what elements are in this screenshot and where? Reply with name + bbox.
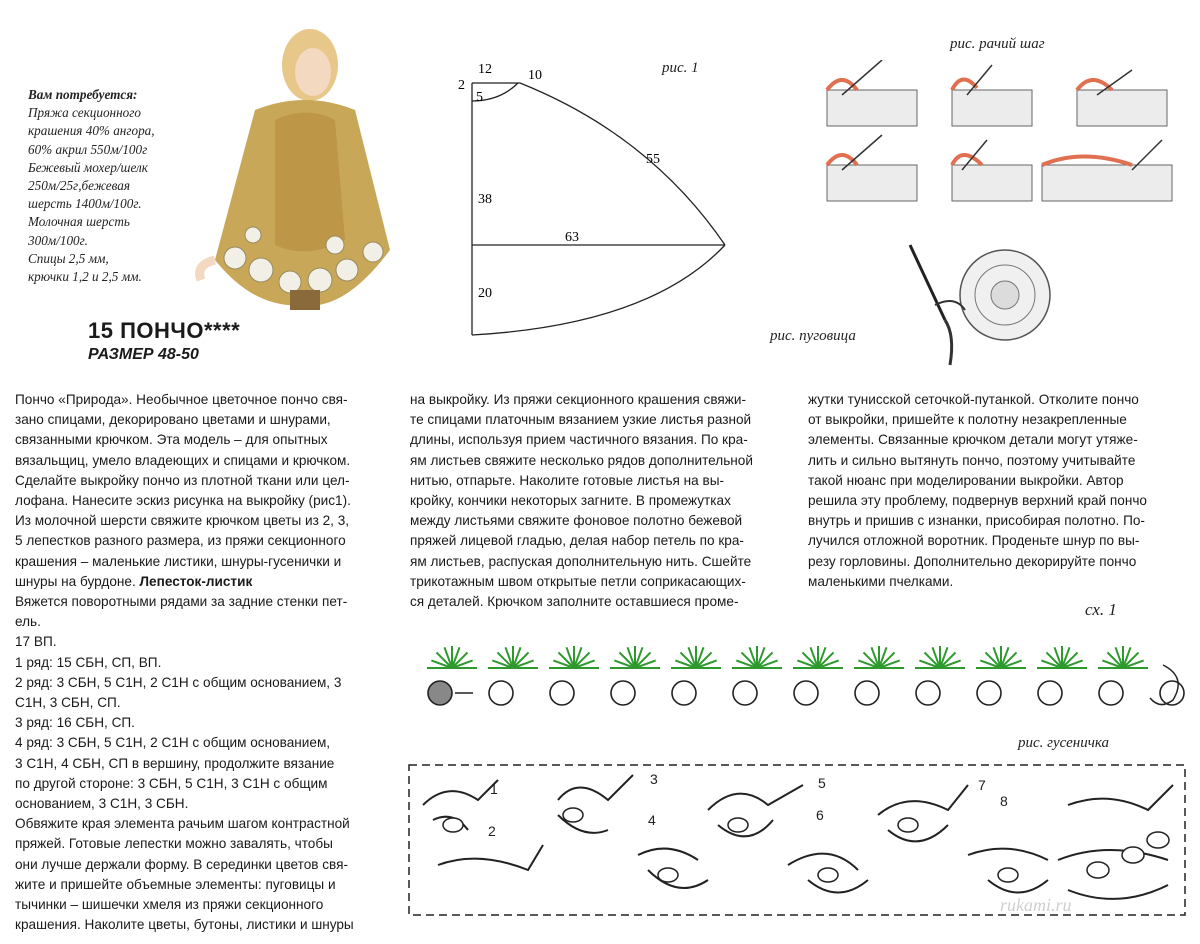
text-line: решила эту проблему, подвернув верхний край пончо bbox=[808, 493, 1147, 509]
fan-stitch bbox=[427, 646, 477, 668]
fan-stitch bbox=[793, 646, 843, 668]
text-line: ям листьев, распуская дополнительную нить. Сшейте bbox=[410, 553, 752, 569]
requirements-line: Спицы 2,5 мм, bbox=[28, 250, 109, 266]
text-line: связанными крючком. Эта модель – для опытных bbox=[15, 432, 328, 448]
dim-label: 12 bbox=[478, 62, 492, 77]
step-label: 5 bbox=[818, 775, 826, 791]
text-line: резу горловины. Дополнительно декорируйте пончо bbox=[808, 553, 1137, 569]
text-column-2 bbox=[410, 390, 790, 612]
text-line: маленькими пчелками. bbox=[808, 573, 954, 589]
fan-stitch bbox=[1098, 646, 1148, 668]
fan-stitch bbox=[976, 646, 1026, 668]
chain-stitch bbox=[916, 681, 940, 705]
dim-label: 55 bbox=[646, 152, 660, 167]
text-line: зано спицами, декорировано цветами и шнурами, bbox=[15, 412, 331, 428]
dim-label: 2 bbox=[458, 78, 465, 93]
step-label: 7 bbox=[978, 777, 986, 793]
text-line: внутрь и пришив с изнанки, присобирая полотно. По- bbox=[808, 513, 1145, 529]
requirements-line: Пряжа секционного bbox=[28, 105, 141, 121]
fan-stitch bbox=[671, 646, 721, 668]
text-line: трикотажным швом открытые петли соприкасающих- bbox=[410, 573, 746, 589]
dim-label: 10 bbox=[528, 68, 542, 83]
chain-stitch bbox=[672, 681, 696, 705]
dim-label: 38 bbox=[478, 192, 492, 207]
text-line: 4 ряд: 3 СБН, 5 С1Н, 2 С1Н с общим основанием, bbox=[15, 735, 331, 751]
chain-stitch bbox=[977, 681, 1001, 705]
requirements-line: крашения 40% ангора, bbox=[28, 123, 155, 139]
text-line bbox=[15, 572, 395, 592]
text-line: пряжей лицевой гладью, делая набор петель по кра- bbox=[410, 533, 744, 549]
step-label: 2 bbox=[488, 823, 496, 839]
size-label: РАЗМЕР 48-50 bbox=[88, 346, 199, 363]
text-line: 3 С1Н, 4 СБН, СП в вершину, продолжите вязание bbox=[15, 755, 335, 771]
text-line: Из молочной шерсти свяжите крючком цветы из 2, 3, bbox=[15, 513, 350, 529]
text-line: 2 ряд: 3 СБН, 5 С1Н, 2 С1Н с общим основанием, 3 bbox=[15, 674, 342, 690]
fan-stitch bbox=[488, 646, 538, 668]
fan-stitch bbox=[854, 646, 904, 668]
chain-stitch bbox=[428, 681, 452, 705]
step-label: 6 bbox=[816, 807, 824, 823]
step-label: 1 bbox=[490, 781, 498, 797]
text-line: по другой стороне: 3 СБН, 5 С1Н, 3 С1Н с общим bbox=[15, 775, 328, 791]
text-line: на выкройку. Из пряжи секционного крашения свяжи- bbox=[410, 392, 746, 407]
requirements-line: 60% акрил 550м/100г bbox=[28, 141, 148, 157]
text-line: вязальщиц, умело владеющих и спицами и крючком. bbox=[15, 452, 351, 468]
chain-stitch bbox=[733, 681, 757, 705]
fan-stitch bbox=[549, 646, 599, 668]
text-line: ся деталей. Крючком заполните оставшиеся проме- bbox=[410, 594, 739, 610]
dim-label: 20 bbox=[478, 286, 492, 301]
text-line: от выкройки, пришейте к полотну незакрепленные bbox=[808, 412, 1127, 428]
fan-stitch bbox=[915, 646, 965, 668]
text-line: они лучше держали форму. В серединки цветов свя- bbox=[15, 856, 349, 872]
text-line: элементы. Связанные крючком детали могут утяже- bbox=[808, 432, 1138, 448]
step-label: 4 bbox=[648, 812, 656, 828]
text-line: лучился отложной воротник. Проденьте шнур по вы- bbox=[808, 533, 1140, 549]
requirements-line: крючки 1,2 и 2,5 мм. bbox=[28, 269, 142, 285]
fan-stitch bbox=[1037, 646, 1087, 668]
title-block bbox=[88, 318, 240, 364]
petal-heading: Лепесток-листик bbox=[139, 573, 253, 589]
text-column-3 bbox=[808, 390, 1188, 592]
text-line: пряжей. Готовые лепестки можно завалять, чтобы bbox=[15, 836, 333, 852]
chain-stitch bbox=[1038, 681, 1062, 705]
crochet-scheme bbox=[415, 632, 1195, 712]
text-line: жите и пришейте объемные элементы: пуговицы и bbox=[15, 876, 336, 892]
requirements-line: шерсть 1400м/100г. bbox=[28, 196, 142, 212]
text-line: длины, используя прием частичного вязания. По кра- bbox=[410, 432, 748, 448]
text-line: Обвяжите края элемента рачьим шагом контрастной bbox=[15, 816, 350, 832]
step-label: 3 bbox=[650, 771, 658, 787]
text-line: 1 ряд: 15 СБН, СП, ВП. bbox=[15, 654, 162, 670]
chain-stitch bbox=[855, 681, 879, 705]
step-label: 8 bbox=[1000, 793, 1008, 809]
text-line: Пончо «Природа». Необычное цветочное пончо свя- bbox=[15, 392, 348, 407]
text-line: крашения. Наколите цветы, бутоны, листики и шнуры bbox=[15, 917, 354, 933]
watermark: rukami.ru bbox=[1000, 895, 1072, 915]
requirements-line: Бежевый мохер/шелк bbox=[28, 159, 148, 175]
requirements-block bbox=[28, 86, 203, 286]
text-line: ям листьев свяжите несколько рядов дополнительной bbox=[410, 452, 753, 468]
text-line: С1Н, 3 СБН, СП. bbox=[15, 695, 121, 711]
text-line: жутки тунисской сеточкой-путанкой. Отколите пончо bbox=[808, 392, 1139, 407]
model-photo bbox=[195, 20, 400, 310]
chain-stitch bbox=[1099, 681, 1123, 705]
caterpillar-caption: рис. гусеничка bbox=[1018, 735, 1110, 751]
fan-stitch bbox=[732, 646, 782, 668]
dim-label: 5 bbox=[476, 90, 483, 105]
text-line: те спицами платочным вязанием узкие листья разной bbox=[410, 412, 752, 428]
text-line: тычинки – шишечки хмеля из пряжи секционного bbox=[15, 897, 324, 913]
pattern-figure bbox=[450, 55, 740, 345]
text-line: между листьями свяжите фоновое полотно бежевой bbox=[410, 513, 743, 529]
text-line: 17 ВП. bbox=[15, 634, 57, 650]
text-line: Вяжется поворотными рядами за задние стенки пет- bbox=[15, 594, 348, 610]
text-line: кройку, кончики некоторых загните. В промежутках bbox=[410, 493, 731, 509]
requirements-line: 250м/25г,бежевая bbox=[28, 178, 130, 194]
page-title: 15 ПОНЧО**** bbox=[88, 318, 241, 343]
text-fragment: шнуры на бурдоне. bbox=[15, 573, 136, 589]
button-figure bbox=[895, 235, 1065, 370]
text-line: крашения – маленькие листики, шнуры-гусенички и bbox=[15, 553, 342, 569]
text-line: нитью, отпарьте. Наколите готовые листья на вы- bbox=[410, 472, 725, 488]
fan-stitch bbox=[610, 646, 660, 668]
text-line: такой нюанс при моделировании выкройки. Автор bbox=[808, 472, 1124, 488]
text-line: основанием, 3 С1Н, 3 СБН. bbox=[15, 796, 189, 812]
text-line: лить и сильно вытянуть пончо, поэтому учитывайте bbox=[808, 452, 1136, 468]
scheme-caption: сх. 1 bbox=[1085, 600, 1117, 619]
text-line: ель. bbox=[15, 614, 41, 630]
chain-stitch bbox=[611, 681, 635, 705]
figure1-caption: рис. 1 bbox=[662, 60, 699, 76]
requirements-line: 300м/100г. bbox=[28, 232, 88, 248]
chain-stitch bbox=[489, 681, 513, 705]
button-caption: рис. пуговица bbox=[770, 328, 856, 344]
chain-stitch bbox=[794, 681, 818, 705]
requirements-line: Молочная шерсть bbox=[28, 214, 130, 230]
text-line: Сделайте выкройку пончо из плотной ткани или цел- bbox=[15, 472, 350, 488]
crab-step-figure bbox=[812, 60, 1192, 210]
dim-label: 63 bbox=[565, 230, 579, 245]
chain-stitch bbox=[550, 681, 574, 705]
text-line: лофана. Нанесите эскиз рисунка на выкройку (рис1). bbox=[15, 493, 351, 509]
text-line: 3 ряд: 16 СБН, СП. bbox=[15, 715, 135, 731]
crab-step-caption: рис. рачий шаг bbox=[950, 36, 1045, 52]
requirements-heading: Вам потребуется: bbox=[28, 87, 138, 102]
text-line: 5 лепестков разного размера, из пряжи секционного bbox=[15, 533, 346, 549]
text-column-1 bbox=[15, 390, 395, 935]
